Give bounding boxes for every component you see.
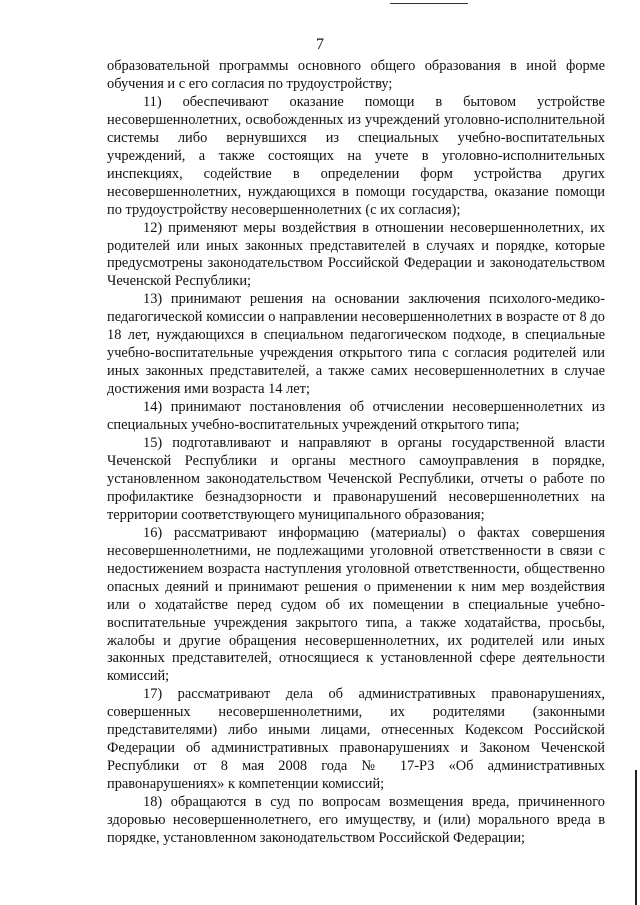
paragraph-item-11: 11) обеспечивают оказание помощи в бытовом устройстве несовершеннолетних, освобожденных из учреждений уголовно-исполнительной системы либо вернувшихся из специальных учебно-воспитательных учреждений, а также состоящих на учете в уголовно-исполнительных инспекциях, содействие в определении форм устройства других несовершеннолетних, нуждающихся в помощи государства, оказание помощи по трудоустройству несовершеннолетних (с их согласия); [107,93,605,218]
paragraph-item-18: 18) обращаются в суд по вопросам возмещения вреда, причиненного здоровью несовершеннолетнего, его имуществу, и (или) морального вреда в порядке, установленном законодательством Российской Федерации; [107,794,605,846]
paragraph-item-16: 16) рассматривают информацию (материалы) о фактах совершения несовершеннолетними, не подлежащими уголовной ответственности в связи с недостижением возраста наступления уголовной ответственности, общественно опасных деяний и принимают решения о применении к ним мер воздействия или о ходатайстве перед судом об их помещении в специальные учебно-воспитательные учреждения закрытого типа, а также ходатайства, просьбы, жалобы и другие обращения несовершеннолетних, их родителей или иных законных представителей, относящиеся к установленной сфере деятельности комиссий; [107,524,605,685]
paragraph-item-13: 13) принимают решения на основании заключения психолого-медико-педагогической комиссии о направлении несовершеннолетних в возрасте от 8 до 18 лет, нуждающихся в специальном педагогическом подходе, в специальные учебно-воспитательные учреждения открытого типа с согласия родителей или иных законных представителей, а также самих несовершеннолетних в случае достижения ими возраста 14 лет; [107,291,605,398]
top-rule [390,3,468,4]
paragraph-item-17: 17) рассматривают дела об административных правонарушениях, совершенных несовершеннолетними, их родителями (законными представителями) либо иными лицами, отнесенных Кодексом Российской Федерации об административных правонарушениях и Законом Чеченской Республики от 8 мая 2008 года № 17-РЗ «Об административных правонарушениях» к компетенции комиссий; [107,686,605,793]
paragraph-continuation: образовательной программы основного общего образования в иной форме обучения и с его согласия по трудоустройству; [107,58,605,92]
scan-edge-mark [635,770,637,905]
page-number: 7 [316,36,324,53]
paragraph-item-15: 15) подготавливают и направляют в органы государственной власти Чеченской Республики и органы местного самоуправления в порядке, установленном законодательством Чеченской Республики, отчеты о работе по профилактике безнадзорности и правонарушений несовершеннолетних на территории соответствующего муниципального образования; [107,435,605,523]
paragraph-item-14: 14) принимают постановления об отчислении несовершеннолетних из специальных учебно-воспитательных учреждений открытого типа; [107,399,605,434]
paragraph-item-12: 12) применяют меры воздействия в отношении несовершеннолетних, их родителей или иных законных представителей в случаях и порядке, которые предусмотрены законодательством Российской Федерации и законодательством Чеченской Республики; [107,219,605,290]
document-body [107,58,605,848]
